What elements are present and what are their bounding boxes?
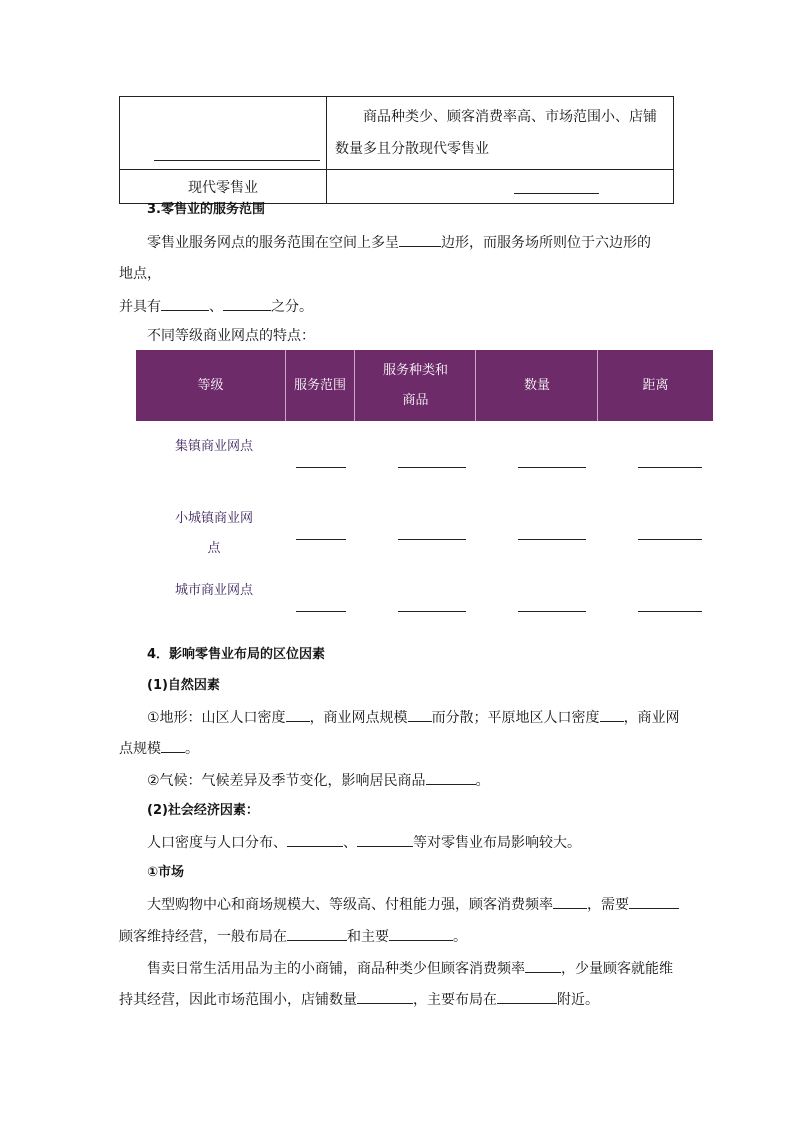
answer-blank[interactable]	[638, 467, 702, 468]
paragraph-line: 地点，	[119, 266, 161, 282]
answer-blank[interactable]	[398, 467, 466, 468]
paragraph-line: ①地形：山区人口密度 ，商业网点规模 而分散；平原地区人口密度 ，商业网	[147, 707, 680, 728]
answer-blank[interactable]	[518, 611, 586, 612]
paragraph-line: 人口密度与人口分布、 、 等对零售业布局影响较大。	[147, 832, 581, 853]
answer-blank[interactable]	[398, 611, 466, 612]
paragraph-line: 售卖日常生活用品为主的小商铺，商品种类少但顾客消费频率 ，少量顾客就能维	[147, 958, 673, 979]
answer-blank[interactable]	[638, 539, 702, 540]
answer-blank[interactable]	[296, 539, 346, 540]
retail-type-table	[119, 96, 674, 204]
table-row	[136, 426, 713, 498]
answer-blank-cell	[120, 97, 327, 170]
section-heading: 4．影响零售业布局的区位因素	[147, 647, 326, 662]
answer-blank[interactable]	[223, 296, 271, 311]
answer-blank[interactable]	[514, 193, 599, 194]
paragraph-line: 持其经营，因此市场范围小，店铺数量 ，主要布局在 附近。	[119, 989, 599, 1010]
answer-blank[interactable]	[296, 467, 346, 468]
answer-blank[interactable]	[600, 707, 624, 722]
header-range: 服务范围	[286, 350, 355, 421]
label-cell: 现代零售业	[120, 170, 327, 204]
answer-blank-cell	[327, 170, 674, 204]
level-name: 集镇商业网点	[174, 439, 253, 454]
answer-blank[interactable]	[389, 926, 453, 941]
level-name: 小城镇商业网点	[174, 511, 253, 556]
answer-blank[interactable]	[518, 539, 586, 540]
header-count: 数量	[477, 350, 598, 421]
answer-blank[interactable]	[357, 832, 413, 847]
paragraph-line: 大型购物中心和商场规模大、等级高、付租能力强，顾客消费频率 ，需要	[147, 894, 679, 915]
table-row	[136, 498, 713, 570]
sub-heading: (2)社会经济因素：	[147, 803, 259, 818]
answer-blank[interactable]	[553, 894, 587, 909]
table-row	[120, 170, 674, 204]
paragraph-line: 并具有 、 之分。	[119, 296, 313, 317]
header-goods: 服务种类和商品	[356, 350, 476, 421]
paragraph-line: ②气候：气候差异及季节变化，影响居民商品 。	[147, 770, 490, 791]
answer-blank[interactable]	[154, 160, 320, 161]
answer-blank[interactable]	[287, 926, 347, 941]
header-level: 等级	[136, 350, 286, 421]
answer-blank[interactable]	[525, 958, 561, 973]
answer-blank[interactable]	[161, 738, 185, 753]
sub-heading: ①市场	[147, 865, 185, 880]
paragraph-line: 点规模 。	[119, 738, 199, 759]
header-distance: 距离	[642, 377, 669, 393]
level-name: 城市商业网点	[174, 583, 253, 598]
paragraph-line: 不同等级商业网点的特点：	[147, 328, 315, 344]
answer-blank[interactable]	[287, 832, 343, 847]
answer-blank[interactable]	[518, 467, 586, 468]
answer-blank[interactable]	[161, 296, 209, 311]
answer-blank[interactable]	[629, 894, 679, 909]
sub-heading: (1)自然因素	[147, 678, 220, 693]
answer-blank[interactable]	[408, 707, 432, 722]
answer-blank[interactable]	[638, 611, 702, 612]
table-header	[136, 350, 713, 421]
answer-blank[interactable]	[296, 611, 346, 612]
answer-blank[interactable]	[398, 539, 466, 540]
table-row	[120, 97, 674, 170]
description-text: 商品种类少、顾客消费率高、市场范围小、店铺数量多且分散现代零售业	[335, 109, 657, 157]
answer-blank[interactable]	[426, 770, 476, 785]
answer-blank[interactable]	[286, 707, 310, 722]
description-cell	[327, 97, 674, 170]
paragraph-line: 零售业服务网点的服务范围在空间上多呈 边形，而服务场所则位于六边形的	[147, 232, 651, 253]
table-row	[136, 570, 713, 642]
paragraph-line: 顾客维持经营，一般布局在 和主要 。	[119, 926, 467, 947]
section-heading: 3.零售业的服务范围	[147, 202, 265, 217]
answer-blank[interactable]	[357, 989, 413, 1004]
answer-blank[interactable]	[399, 232, 441, 247]
answer-blank[interactable]	[497, 989, 557, 1004]
